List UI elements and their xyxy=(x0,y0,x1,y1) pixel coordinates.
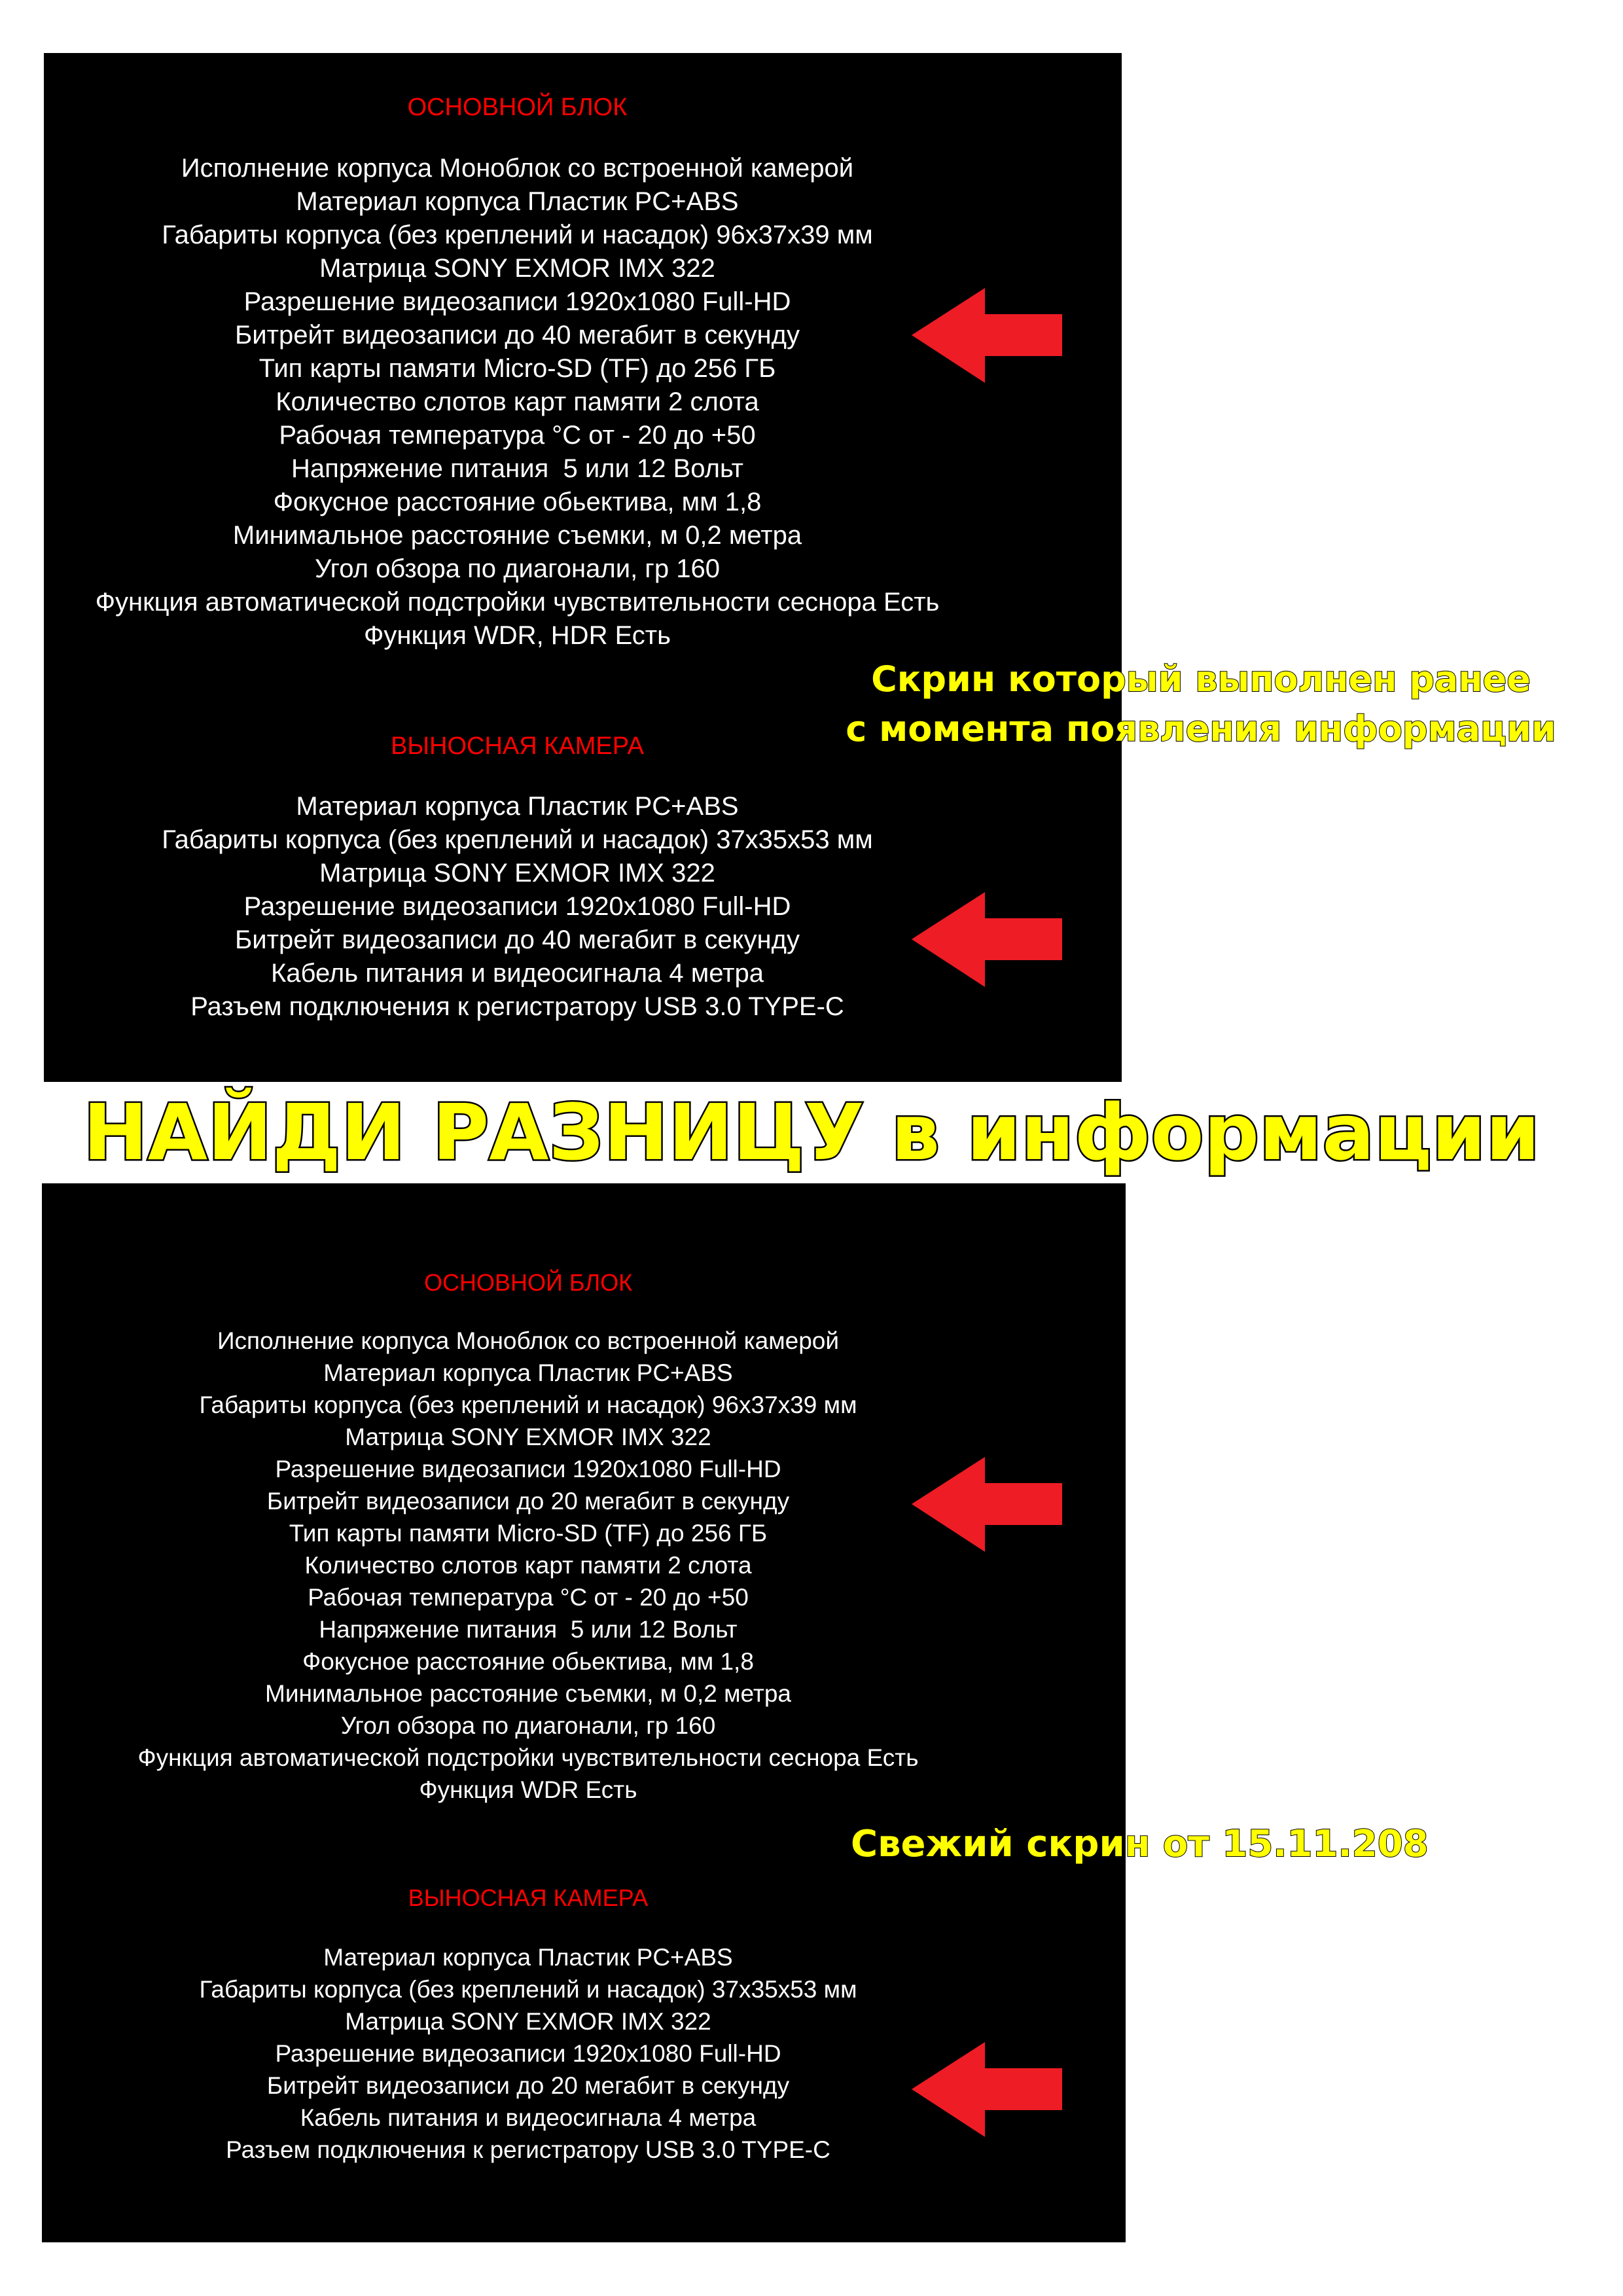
spec-line: Матрица SONY EXMOR IMX 322 xyxy=(345,1424,711,1450)
spec-line: Напряжение питания 5 или 12 Вольт xyxy=(291,454,743,483)
spec-line-bitrate: Битрейт видеозаписи до 20 мегабит в секунду xyxy=(266,2072,790,2099)
spec-line: Разъем подключения к регистратору USB 3.0 TYPE-C xyxy=(190,992,844,1021)
spec-line: Количество слотов карт памяти 2 слота xyxy=(304,1552,752,1579)
new-screenshot-caption: Свежий скрин от 15.11.208 xyxy=(851,1823,1429,1865)
spec-line: Материал корпуса Пластик PC+ABS xyxy=(323,1359,733,1386)
red-arrow-left-icon xyxy=(912,288,1062,383)
red-arrow-left-icon xyxy=(912,2042,1062,2137)
spec-line: Угол обзора по диагонали, гр 160 xyxy=(340,1712,716,1739)
spec-line: Габариты корпуса (без креплений и насадок) 37х35х53 мм xyxy=(162,825,873,854)
spec-line-wdr: Функция WDR, HDR Есть xyxy=(364,621,671,650)
spec-line: Габариты корпуса (без креплений и насадок) 96х37х39 мм xyxy=(199,1391,857,1418)
spec-line: Разрешение видеозаписи 1920x1080 Full-HD xyxy=(275,1456,781,1482)
spec-line: Разрешение видеозаписи 1920x1080 Full-HD xyxy=(243,287,791,316)
spec-line: Рабочая температура °С от - 20 до +50 xyxy=(308,1584,749,1611)
main-unit-heading: ОСНОВНОЙ БЛОК xyxy=(407,94,628,121)
spec-line-bitrate: Битрейт видеозаписи до 20 мегабит в секунду xyxy=(266,1488,790,1515)
spec-line: Материал корпуса Пластик PC+ABS xyxy=(296,792,739,821)
old-screenshot-caption xyxy=(785,655,1616,754)
spec-line: Фокусное расстояние обьектива, мм 1,8 xyxy=(273,488,762,516)
red-arrow-left-icon xyxy=(912,892,1062,987)
spec-line: Угол обзора по диагонали, гр 160 xyxy=(314,554,720,583)
spec-line-bitrate: Битрейт видеозаписи до 40 мегабит в секунду xyxy=(235,925,800,954)
spec-line: Минимальное расстояние съемки, м 0,2 метра xyxy=(265,1680,791,1707)
spec-line: Фокусное расстояние обьектива, мм 1,8 xyxy=(302,1648,754,1675)
spec-line: Материал корпуса Пластик PC+ABS xyxy=(323,1944,733,1971)
spec-line: Матрица SONY EXMOR IMX 322 xyxy=(319,859,715,888)
spec-line: Функция автоматической подстройки чувствительности сеснора Есть xyxy=(137,1744,919,1771)
red-arrow-left-icon xyxy=(912,1457,1062,1552)
spec-line: Материал корпуса Пластик PC+ABS xyxy=(296,187,739,216)
spec-line: Исполнение корпуса Моноблок со встроенной камерой xyxy=(181,154,854,183)
spec-line: Разрешение видеозаписи 1920x1080 Full-HD xyxy=(275,2040,781,2067)
remote-camera-heading: ВЫНОСНАЯ КАМЕРА xyxy=(408,1884,649,1911)
spec-line: Кабель питания и видеосигнала 4 метра xyxy=(271,959,764,988)
spec-line: Матрица SONY EXMOR IMX 322 xyxy=(345,2008,711,2035)
spec-line: Тип карты памяти Micro-SD (TF) до 256 ГБ xyxy=(259,354,776,383)
caption-line-2: с момента появления информации xyxy=(846,708,1556,749)
spec-line: Кабель питания и видеосигнала 4 метра xyxy=(300,2104,757,2131)
spec-line: Напряжение питания 5 или 12 Вольт xyxy=(319,1616,738,1643)
spec-line: Функция автоматической подстройки чувствительности сеснора Есть xyxy=(95,588,940,617)
spec-line: Минимальное расстояние съемки, м 0,2 метра xyxy=(232,521,802,550)
remote-camera-heading: ВЫНОСНАЯ КАМЕРА xyxy=(391,732,644,760)
main-unit-heading: ОСНОВНОЙ БЛОК xyxy=(423,1269,633,1296)
spec-line: Тип карты памяти Micro-SD (TF) до 256 ГБ xyxy=(289,1520,768,1547)
spec-line: Габариты корпуса (без креплений и насадок) 37х35х53 мм xyxy=(199,1976,857,2003)
spec-line: Матрица SONY EXMOR IMX 322 xyxy=(319,254,715,283)
spec-line: Количество слотов карт памяти 2 слота xyxy=(276,387,759,416)
spec-line: Габариты корпуса (без креплений и насадок) 96х37х39 мм xyxy=(162,221,873,249)
spec-line-bitrate: Битрейт видеозаписи до 40 мегабит в секунду xyxy=(235,321,800,350)
caption-line-1: Скрин который выполнен ранее xyxy=(871,658,1531,700)
spec-line: Исполнение корпуса Моноблок со встроенной камерой xyxy=(217,1327,840,1354)
spec-line-wdr: Функция WDR Есть xyxy=(419,1776,637,1803)
spec-line: Рабочая температура °С от - 20 до +50 xyxy=(279,421,756,450)
page-title: НАЙДИ РАЗНИЦУ в информации xyxy=(83,1087,1540,1177)
spec-line: Разъем подключения к регистратору USB 3.0 TYPE-C xyxy=(226,2136,830,2163)
spec-line: Разрешение видеозаписи 1920x1080 Full-HD xyxy=(243,892,791,921)
